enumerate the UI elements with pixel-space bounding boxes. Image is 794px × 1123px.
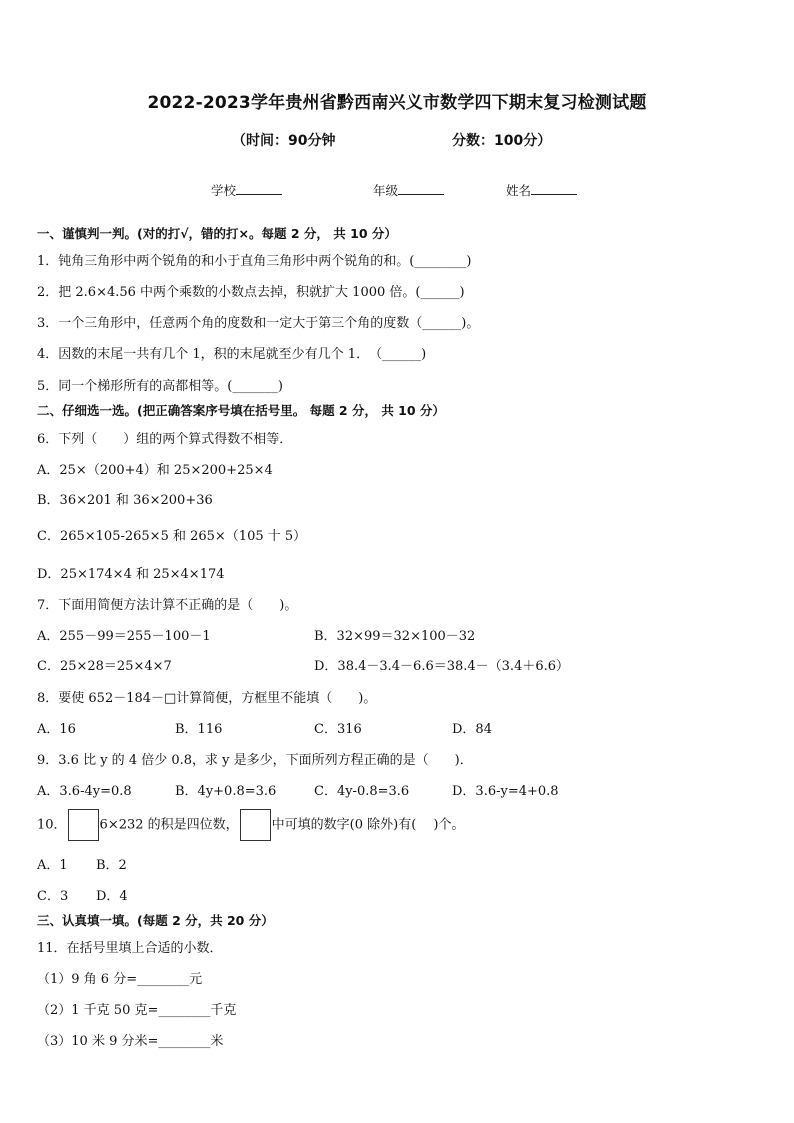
q9-option-a: A．3.6-4y=0.8 xyxy=(37,784,132,799)
question-2: 2．把 2.6×4.56 中两个乘数的小数点去掉，积就扩大 1000 倍。(______) xyxy=(37,285,465,300)
q10-option-a: A．1 xyxy=(37,858,68,873)
question-4: 4．因数的末尾一共有几个 1，积的末尾就至少有几个 1． （______) xyxy=(37,347,427,362)
q10-option-c: C．3 xyxy=(37,889,69,904)
school-blank[interactable] xyxy=(236,182,282,195)
question-8: 8．要使 652－184－□计算简便，方框里不能填（ )。 xyxy=(37,691,377,706)
name-blank[interactable] xyxy=(531,182,577,195)
q11-item-1: （1）9 角 6 分=________元 xyxy=(37,972,203,987)
q9-option-c: C．4y-0.8=3.6 xyxy=(314,784,410,799)
q7-option-b: B．32×99＝32×100－32 xyxy=(314,629,476,644)
school-label: 学校 xyxy=(211,183,237,198)
section2-heading: 二、仔细选一选。(把正确答案序号填在括号里。 每题 2 分， 共 10 分） xyxy=(37,403,445,418)
question-11: 11．在括号里填上合适的小数． xyxy=(37,941,223,956)
name-label: 姓名 xyxy=(506,183,532,198)
q6-option-d: D．25×174×4 和 25×4×174 xyxy=(37,567,225,582)
q8-option-b: B．116 xyxy=(175,722,223,737)
section1-heading: 一、谨慎判一判。(对的打√，错的打×。每题 2 分， 共 10 分） xyxy=(37,226,397,241)
grade-label: 年级 xyxy=(373,183,399,198)
question-1: 1．钝角三角形中两个锐角的和小于直角三角形中两个锐角的和。(________) xyxy=(37,254,472,269)
q10-option-d: D．4 xyxy=(96,889,128,904)
question-6: 6．下列（ ）组的两个算式得数不相等． xyxy=(37,432,293,447)
q10-box-1[interactable] xyxy=(68,809,99,841)
q9-option-b: B．4y+0.8=3.6 xyxy=(175,784,277,799)
section3-heading: 三、认真填一填。(每题 2 分，共 20 分） xyxy=(37,913,274,928)
question-10 xyxy=(37,809,464,841)
grade-blank[interactable] xyxy=(398,182,444,195)
q11-item-2: （2）1 千克 50 克=________千克 xyxy=(37,1003,237,1018)
grade-field xyxy=(373,181,444,199)
q10-text-middle: 6×232 的积是四位数， xyxy=(99,817,239,833)
q9-option-d: D．3.6-y=4+0.8 xyxy=(452,784,559,799)
q7-option-c: C．25×28＝25×4×7 xyxy=(37,659,172,674)
q7-option-d: D．38.4－3.4－6.6＝38.4－（3.4＋6.6） xyxy=(314,659,570,674)
school-field xyxy=(211,181,282,199)
question-5: 5．同一个梯形所有的高都相等。(_______) xyxy=(37,379,283,394)
question-3: 3．一个三角形中，任意两个角的度数和一定大于第三个角的度数（______)。 xyxy=(37,316,480,331)
q6-option-b: B．36×201 和 36×200+36 xyxy=(37,493,213,508)
q8-option-d: D．84 xyxy=(452,722,492,737)
q7-option-a: A．255－99＝255－100－1 xyxy=(37,629,211,644)
q11-item-3: （3）10 米 9 分米=________米 xyxy=(37,1034,224,1049)
q10-option-b: B．2 xyxy=(96,858,127,873)
q10-number: 10． xyxy=(37,817,67,833)
q8-option-c: C．316 xyxy=(314,722,362,737)
page-title: 2022-2023学年贵州省黔西南兴义市数学四下期末复习检测试题 xyxy=(147,93,647,113)
total-score: 分数：100分） xyxy=(452,133,552,149)
q10-text-suffix: 中可填的数字(0 除外)有( )个。 xyxy=(271,817,465,833)
question-9: 9．3.6 比 y 的 4 倍少 0.8，求 y 是多少，下面所列方程正确的是（ )． xyxy=(37,753,473,768)
q6-option-a: A．25×（200+4）和 25×200+25×4 xyxy=(37,463,273,478)
question-7: 7．下面用简便方法计算不正确的是（ )。 xyxy=(37,598,298,613)
name-field xyxy=(506,181,577,199)
q6-option-c: C．265×105-265×5 和 265×（105 十 5） xyxy=(37,529,307,544)
time-limit: （时间：90分钟 xyxy=(232,133,336,149)
q10-box-2[interactable] xyxy=(240,809,271,841)
q8-option-a: A．16 xyxy=(37,722,76,737)
